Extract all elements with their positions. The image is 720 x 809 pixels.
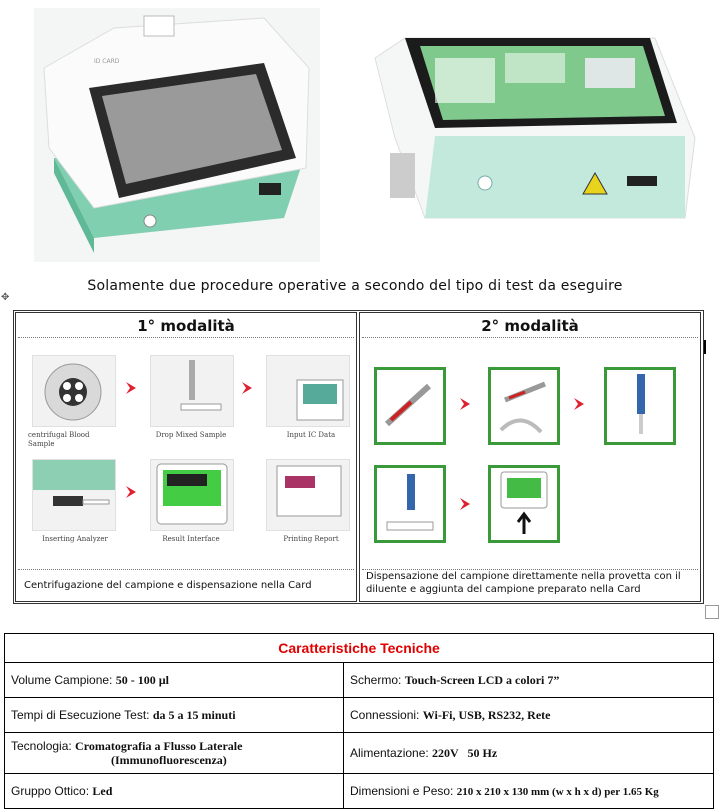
chevron-right-icon [572, 397, 586, 411]
spec-cell [344, 774, 714, 809]
step-insert-card-image [488, 465, 560, 543]
mode1-cell [15, 312, 357, 602]
spec-cell [344, 663, 714, 698]
step-print-image [266, 459, 350, 531]
step-load-card-image [374, 465, 446, 543]
spec-value: (Immunofluorescenza) [111, 753, 227, 767]
spec-label: Gruppo Ottico: [11, 783, 93, 798]
chevron-right-icon [124, 485, 138, 499]
step-label: centrifugal Blood Sample [28, 431, 90, 448]
step-pipette-image [604, 367, 676, 445]
step-label: Input IC Data [286, 431, 336, 439]
spec-value: Led [92, 783, 113, 798]
cursor-marker [704, 340, 706, 354]
spec-value: 210 x 210 x 130 mm (w x h x d) per 1.65 Kg [456, 786, 659, 798]
spec-value: Touch-Screen LCD a colori 7” [404, 672, 560, 687]
spec-value: 220V 50 Hz [432, 745, 498, 760]
mode2-cell [359, 312, 701, 602]
spec-label: Connessioni: [350, 707, 423, 722]
device-logo: ID CARD [94, 58, 120, 65]
move-handle-icon[interactable]: ✥ [1, 292, 10, 303]
spec-cell [5, 733, 344, 774]
spec-cell [344, 733, 714, 774]
divider [18, 337, 354, 338]
step-input-ic-image [266, 355, 350, 427]
mode2-title: 2° modalità [481, 317, 579, 335]
mode2-caption: Dispensazione del campione direttamente nella provetta con il diluente e aggiunta del campione preparato nella Card [366, 571, 681, 595]
spec-cell [5, 698, 344, 733]
spec-label: Tempi di Esecuzione Test: [11, 707, 153, 722]
divider [362, 337, 698, 338]
spec-value: Cromatografia a Flusso Laterale [75, 739, 243, 753]
chevron-right-icon [124, 381, 138, 395]
mode1-title: 1° modalità [137, 317, 235, 335]
spec-value: 50 - 100 µl [115, 672, 169, 687]
spec-cell [5, 774, 344, 809]
spec-label: Dimensioni e Peso: [350, 784, 457, 798]
step-drop-sample-image [150, 355, 234, 427]
step-result-image [150, 459, 234, 531]
spec-value: Wi-Fi, USB, RS232, Rete [422, 707, 551, 722]
chevron-right-icon [240, 381, 254, 395]
spec-label: Alimentazione: [350, 745, 433, 760]
analyzer-photo-right [365, 28, 700, 228]
step-label: Inserting Analyzer [42, 535, 108, 543]
step-label: Result Interface [162, 535, 220, 543]
spec-cell [344, 698, 714, 733]
step-dispense-image [488, 367, 560, 445]
spec-label: Tecnologia: [11, 739, 76, 753]
mode1-caption: Centrifugazione del campione e dispensazione nella Card [24, 580, 312, 591]
spec-label: Schermo: [350, 672, 405, 687]
step-centrifuge-image [32, 355, 116, 427]
procedures-heading: Solamente due procedure operative a secondo del tipo di test da eseguire [87, 278, 623, 294]
step-label: Drop Mixed Sample [155, 431, 227, 439]
spec-cell [5, 663, 344, 698]
spec-label: Volume Campione: [11, 672, 116, 687]
chevron-right-icon [458, 397, 472, 411]
step-syringe-image [374, 367, 446, 445]
spec-value: da 5 a 15 minuti [152, 707, 236, 722]
analyzer-photo-left [34, 8, 320, 262]
specs-table [4, 633, 714, 809]
specs-title: Caratteristiche Tecniche [5, 634, 714, 663]
chevron-right-icon [458, 497, 472, 511]
divider [18, 569, 354, 570]
step-insert-image [32, 459, 116, 531]
step-label: Printing Report [283, 535, 339, 543]
table-resize-handle[interactable] [705, 605, 719, 619]
